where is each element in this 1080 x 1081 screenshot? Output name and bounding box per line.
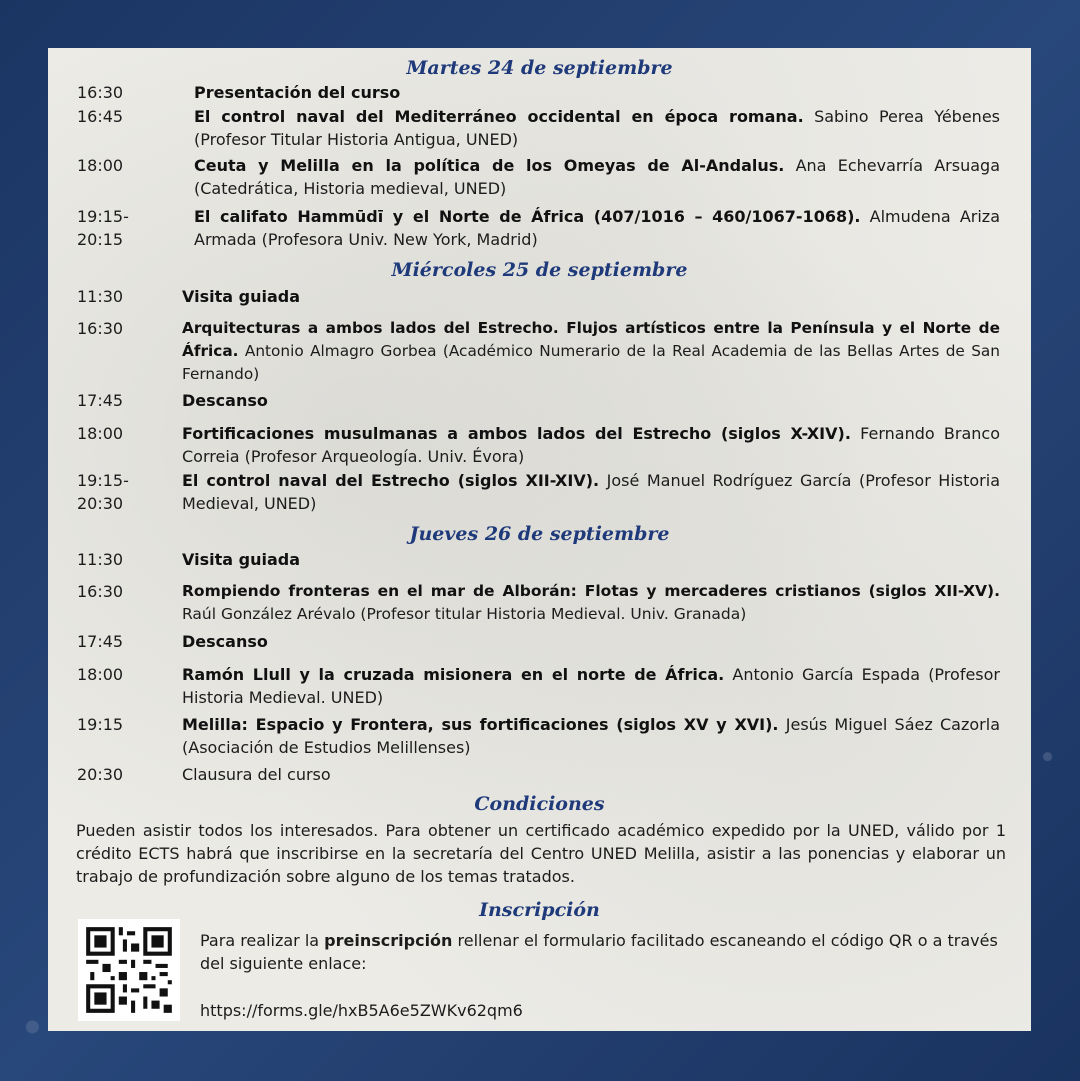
time: 18:00 bbox=[77, 424, 124, 443]
time: 16:45 bbox=[77, 107, 124, 126]
time: 19:15 bbox=[77, 715, 124, 734]
session bbox=[182, 469, 1000, 515]
program-sheet bbox=[48, 48, 1031, 1031]
session-speaker: José Manuel Rodríguez García (Profesor Historia Medieval, UNED) bbox=[182, 471, 1000, 513]
session-speaker: Antonio García Espada (Profesor Historia Medieval. UNED) bbox=[182, 665, 1000, 707]
time: 11:30 bbox=[77, 550, 124, 569]
session-speaker: Ana Echevarría Arsuaga (Catedrática, Historia medieval, UNED) bbox=[194, 156, 1000, 198]
session bbox=[182, 317, 1000, 386]
session-speaker: Raúl González Arévalo (Profesor titular Historia Medieval. Univ. Granada) bbox=[182, 605, 747, 623]
session bbox=[194, 105, 1000, 151]
session bbox=[182, 389, 1000, 412]
session-speaker: Sabino Perea Yébenes (Profesor Titular Historia Antigua, UNED) bbox=[194, 107, 1001, 149]
session-title: Descanso bbox=[182, 391, 268, 410]
time: 18:00 bbox=[77, 665, 124, 684]
day-heading-wednesday: Miércoles 25 de septiembre bbox=[391, 259, 688, 281]
session-speaker: Jesús Miguel Sáez Cazorla (Asociación de Estudios Melillenses) bbox=[182, 715, 1001, 757]
session-title: Arquitecturas a ambos lados del Estrecho. Flujos artísticos entre la Península y el Norte de África. bbox=[182, 319, 1000, 360]
session-title: Presentación del curso bbox=[194, 83, 401, 102]
conditions-text: Pueden asistir todos los interesados. Para obtener un certificado académico expedido por la UNED, válido por 1 crédito ECTS habrá que inscribirse en la secretaría del Centro UNED Melilla, asistir a las ponencias y elaborar un trabajo de profundización sobre alguno de los temas tratados. bbox=[76, 821, 1006, 886]
session-title: El califato Hammūdī y el Norte de África (407/1016 – 460/1067-1068). bbox=[194, 207, 861, 226]
registration-link[interactable]: https://forms.gle/hxB5A6e5ZWKv62qm6 bbox=[200, 1001, 523, 1020]
session bbox=[182, 580, 1000, 626]
session bbox=[182, 713, 1000, 759]
registration-text-after: rellenar el formulario facilitado escaneando el código QR o a través del siguiente enlace: bbox=[200, 931, 998, 973]
time: 17:45 bbox=[77, 632, 124, 651]
session-title: Visita guiada bbox=[182, 287, 300, 306]
time: 20:30 bbox=[77, 765, 124, 784]
session-speaker: Antonio Almagro Gorbea (Académico Numerario de la Real Academia de las Bellas Artes de San Fernando) bbox=[182, 342, 1000, 383]
time: 16:30 bbox=[77, 319, 124, 338]
session-speaker: Clausura del curso bbox=[182, 765, 331, 784]
session bbox=[182, 630, 1000, 653]
conditions-heading: Condiciones bbox=[474, 793, 605, 815]
time: 18:00 bbox=[77, 156, 124, 175]
session-title: Descanso bbox=[182, 632, 268, 651]
session bbox=[182, 422, 1000, 468]
session bbox=[182, 548, 1000, 571]
session bbox=[194, 154, 1000, 200]
session-speaker: Fernando Branco Correia (Profesor Arqueología. Univ. Évora) bbox=[182, 424, 1000, 466]
session bbox=[182, 663, 1000, 709]
time: 19:15- 20:15 bbox=[77, 207, 129, 249]
registration-text-bold: preinscripción bbox=[324, 931, 453, 950]
time: 19:15- 20:30 bbox=[77, 471, 129, 513]
time: 11:30 bbox=[77, 287, 124, 306]
session-title: Rompiendo fronteras en el mar de Alborán: Flotas y mercaderes cristianos (siglos XII-XV). bbox=[182, 582, 1000, 600]
qr-code-icon[interactable] bbox=[78, 919, 180, 1021]
session-speaker: Almudena Ariza Armada (Profesora Univ. New York, Madrid) bbox=[194, 207, 1001, 249]
day-heading-tuesday: Martes 24 de septiembre bbox=[406, 57, 673, 79]
registration-text bbox=[200, 929, 1002, 975]
time: 16:30 bbox=[77, 83, 124, 102]
session-title: Melilla: Espacio y Frontera, sus fortificaciones (siglos XV y XVI). bbox=[182, 715, 779, 734]
session-title: Ramón Llull y la cruzada misionera en el norte de África. bbox=[182, 665, 725, 684]
session-title: Ceuta y Melilla en la política de los Omeyas de Al-Andalus. bbox=[194, 156, 785, 175]
session bbox=[194, 205, 1000, 251]
time: 16:30 bbox=[77, 582, 124, 601]
session-title: Visita guiada bbox=[182, 550, 300, 569]
session-title: Fortificaciones musulmanas a ambos lados del Estrecho (siglos X-XIV). bbox=[182, 424, 851, 443]
registration-heading: Inscripción bbox=[479, 899, 600, 921]
day-heading-thursday: Jueves 26 de septiembre bbox=[409, 523, 670, 545]
time: 17:45 bbox=[77, 391, 124, 410]
session-title: El control naval del Mediterráneo occidental en época romana. bbox=[194, 107, 804, 126]
session bbox=[182, 285, 1000, 308]
registration-text-before: Para realizar la bbox=[200, 931, 325, 950]
session bbox=[182, 763, 1000, 786]
session-title: El control naval del Estrecho (siglos XII-XIV). bbox=[182, 471, 600, 490]
session bbox=[194, 81, 1000, 104]
